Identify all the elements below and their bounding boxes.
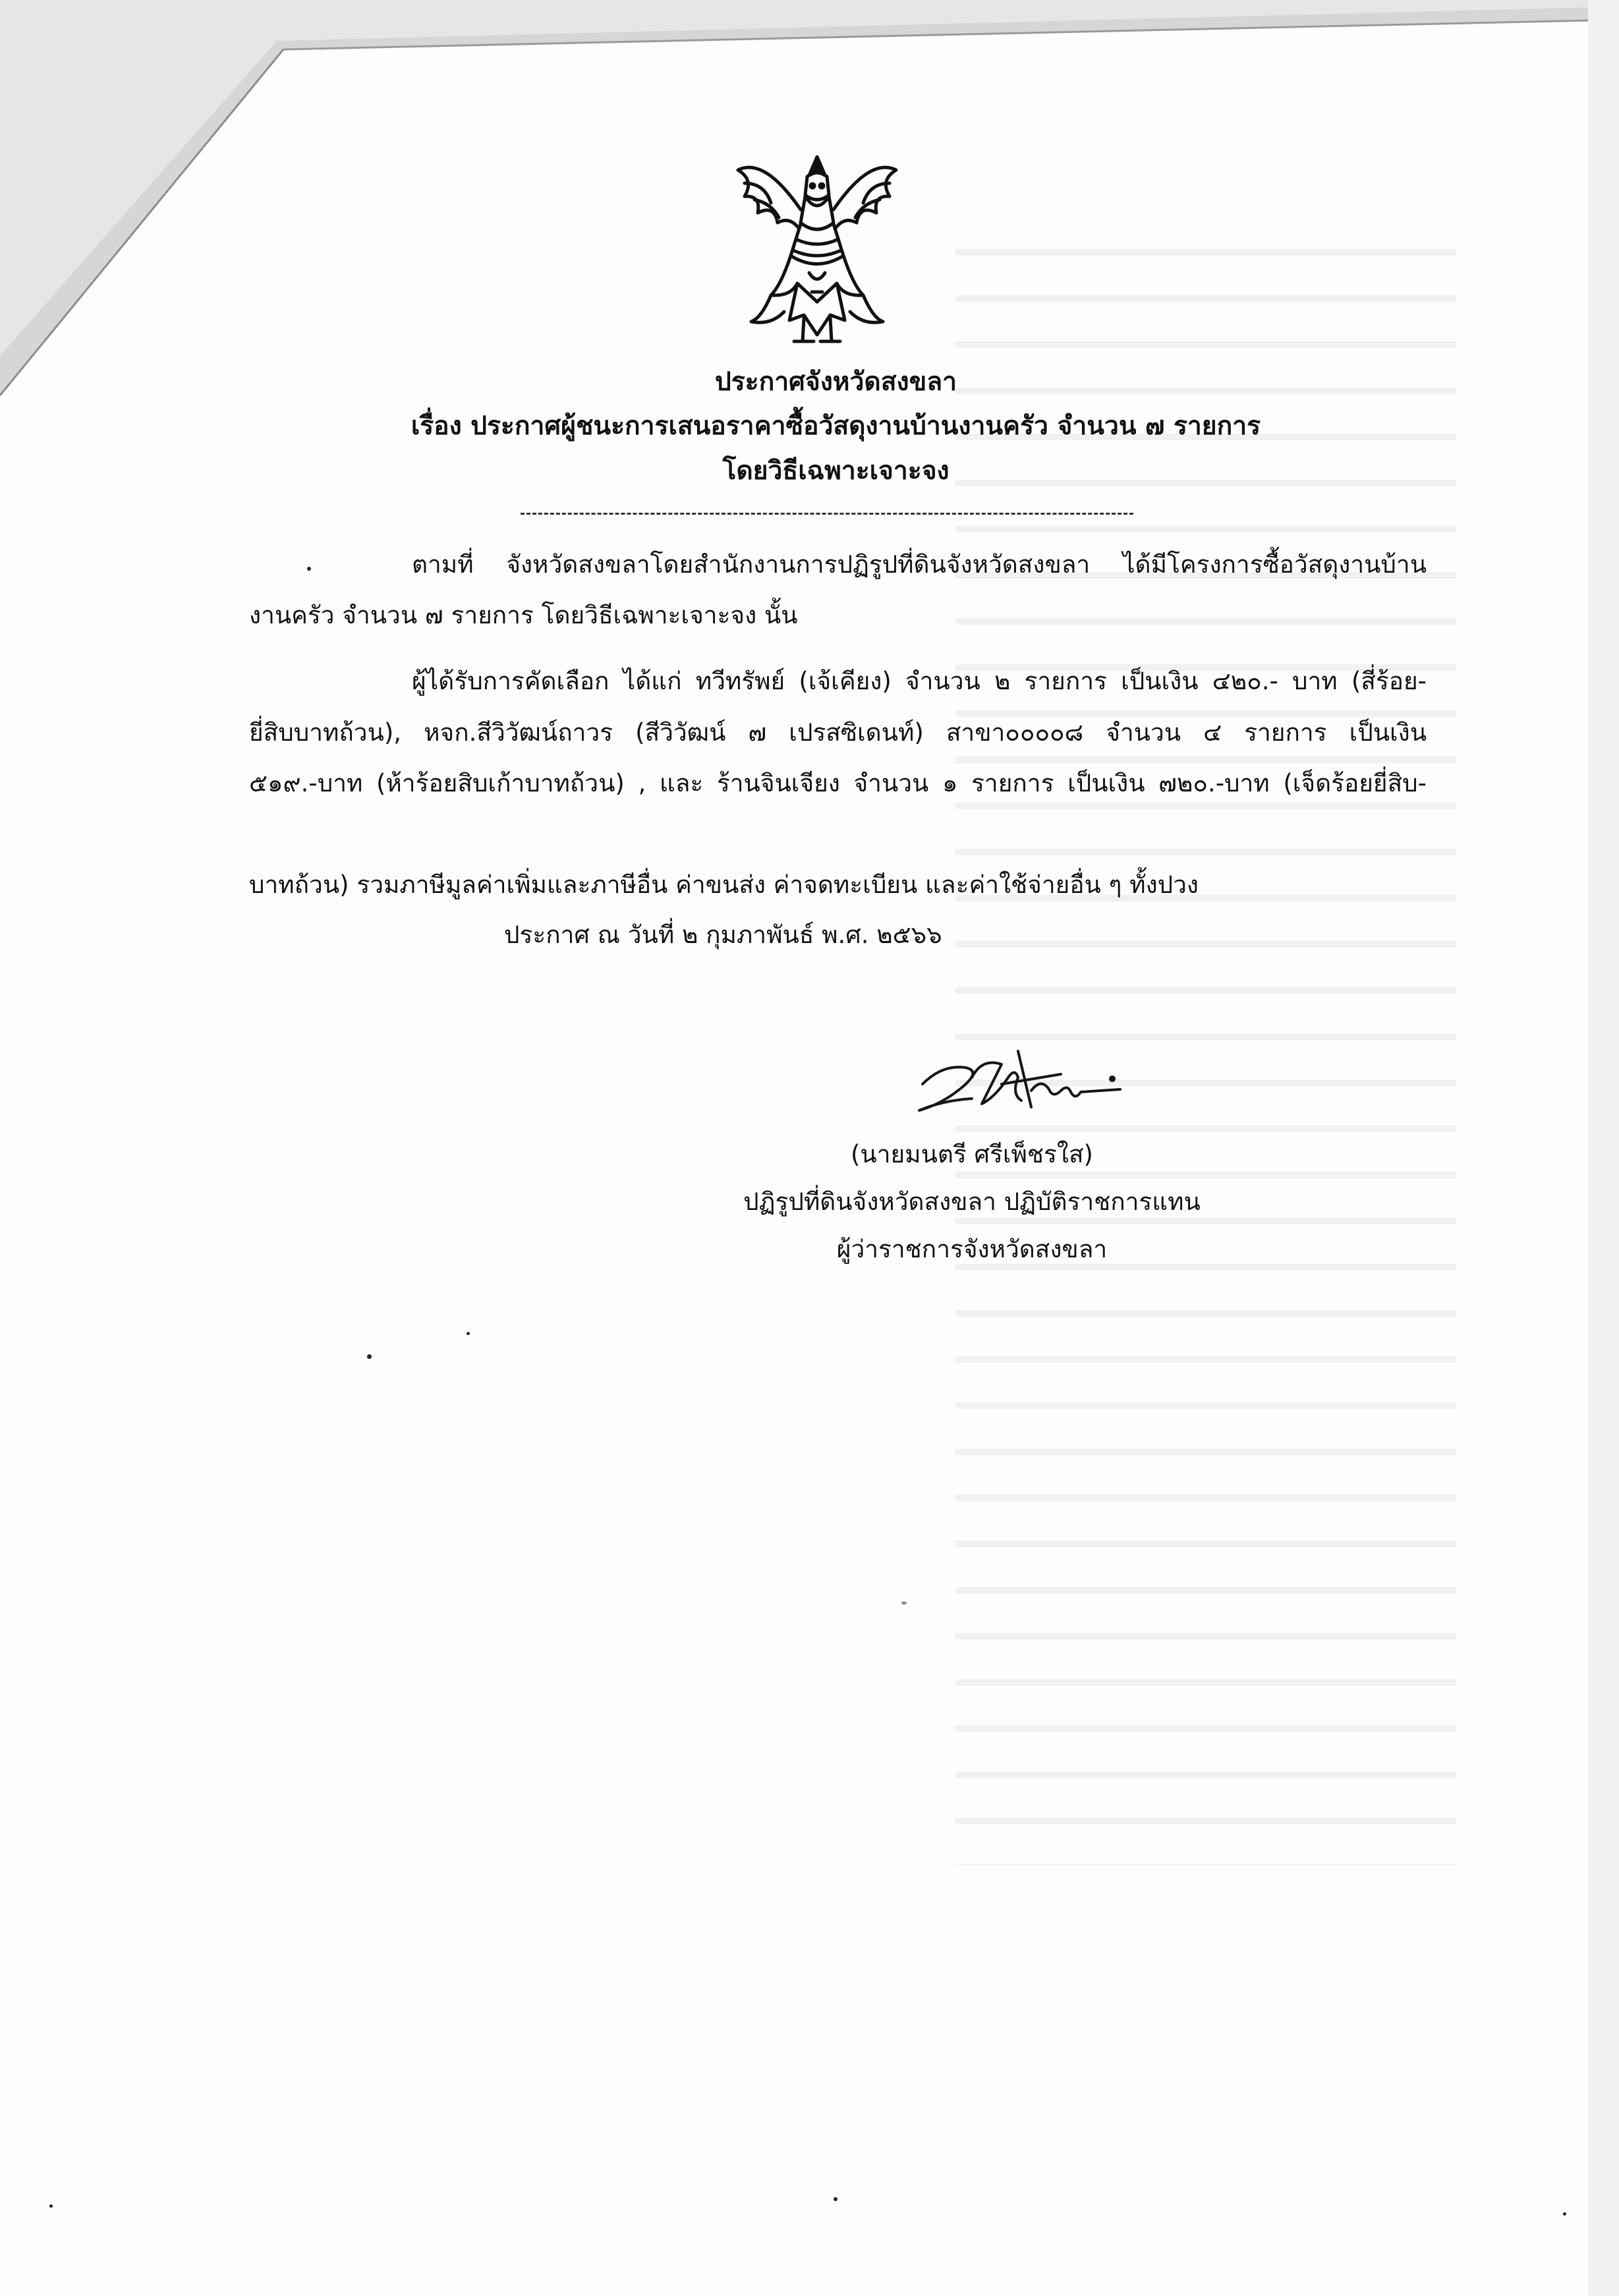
signer-name: (นายมนตรี ศรีเพ็ชรใส): [851, 1140, 1093, 1168]
scan-speck: [49, 2204, 53, 2208]
scan-speck: [367, 1354, 372, 1359]
paragraph-1-line-2: งานครัว จำนวน ๗ รายการ โดยวิธีเฉพาะเจาะจง นั้น: [249, 601, 798, 629]
paragraph-2-line-3: ๕๑๙.-บาท (ห้าร้อยสิบเก้าบาทถ้วน) , และ ร้านจินเจียง จำนวน ๑ รายการ เป็นเงิน ๗๒๐.-บาท (เจ็ดร้อยยี่สิบ-: [249, 769, 1427, 797]
scan-speck: [307, 567, 311, 571]
procurement-method: โดยวิธีเฉพาะเจาะจง: [722, 456, 950, 486]
garuda-emblem-icon: [725, 144, 909, 355]
scan-speck: [834, 2197, 838, 2201]
announcement-title: ประกาศจังหวัดสงขลา: [714, 367, 957, 397]
header-separator: [521, 513, 1133, 515]
announcement-subject: เรื่อง ประกาศผู้ชนะการเสนอราคาซื้อวัสดุงานบ้านงานครัว จำนวน ๗ รายการ: [411, 411, 1261, 441]
paragraph-1-line-1: ตามที่ จังหวัดสงขลาโดยสำนักงานการปฏิรูปที่ดินจังหวัดสงขลา ได้มีโครงการซื้อวัสดุงานบ้าน: [412, 550, 1427, 579]
scan-speck: [467, 1332, 470, 1335]
scan-speck: [901, 1601, 907, 1605]
scan-speck: [1563, 2212, 1566, 2216]
signer-role: ผู้ว่าราชการจังหวัดสงขลา: [836, 1235, 1108, 1263]
paragraph-2-line-4: บาทถ้วน) รวมภาษีมูลค่าเพิ่มและภาษีอื่น ค่าขนส่ง ค่าจดทะเบียน และค่าใช้จ่ายอื่น ๆ ทั้งปวง: [249, 871, 1199, 899]
paragraph-2-line-1: ผู้ได้รับการคัดเลือก ได้แก่ ทวีทรัพย์ (เจ้เคียง) จำนวน ๒ รายการ เป็นเงิน ๔๒๐.- บาท (สี่ร้อย-: [412, 667, 1427, 695]
handwritten-signature: [903, 1038, 1127, 1130]
paragraph-2-line-2: ยี่สิบบาทถ้วน), หจก.สีวิวัฒน์ถาวร (สีวิวัฒน์ ๗ เปรสซิเดนท์) สาขา๐๐๐๐๘ จำนวน ๔ รายการ เป็นเงิน: [249, 718, 1427, 747]
signer-position: ปฏิรูปที่ดินจังหวัดสงขลา ปฏิบัติราชการแทน: [743, 1188, 1201, 1216]
announcement-date: ประกาศ ณ วันที่ ๒ กุมภาพันธ์ พ.ศ. ๒๕๖๖: [504, 921, 942, 949]
